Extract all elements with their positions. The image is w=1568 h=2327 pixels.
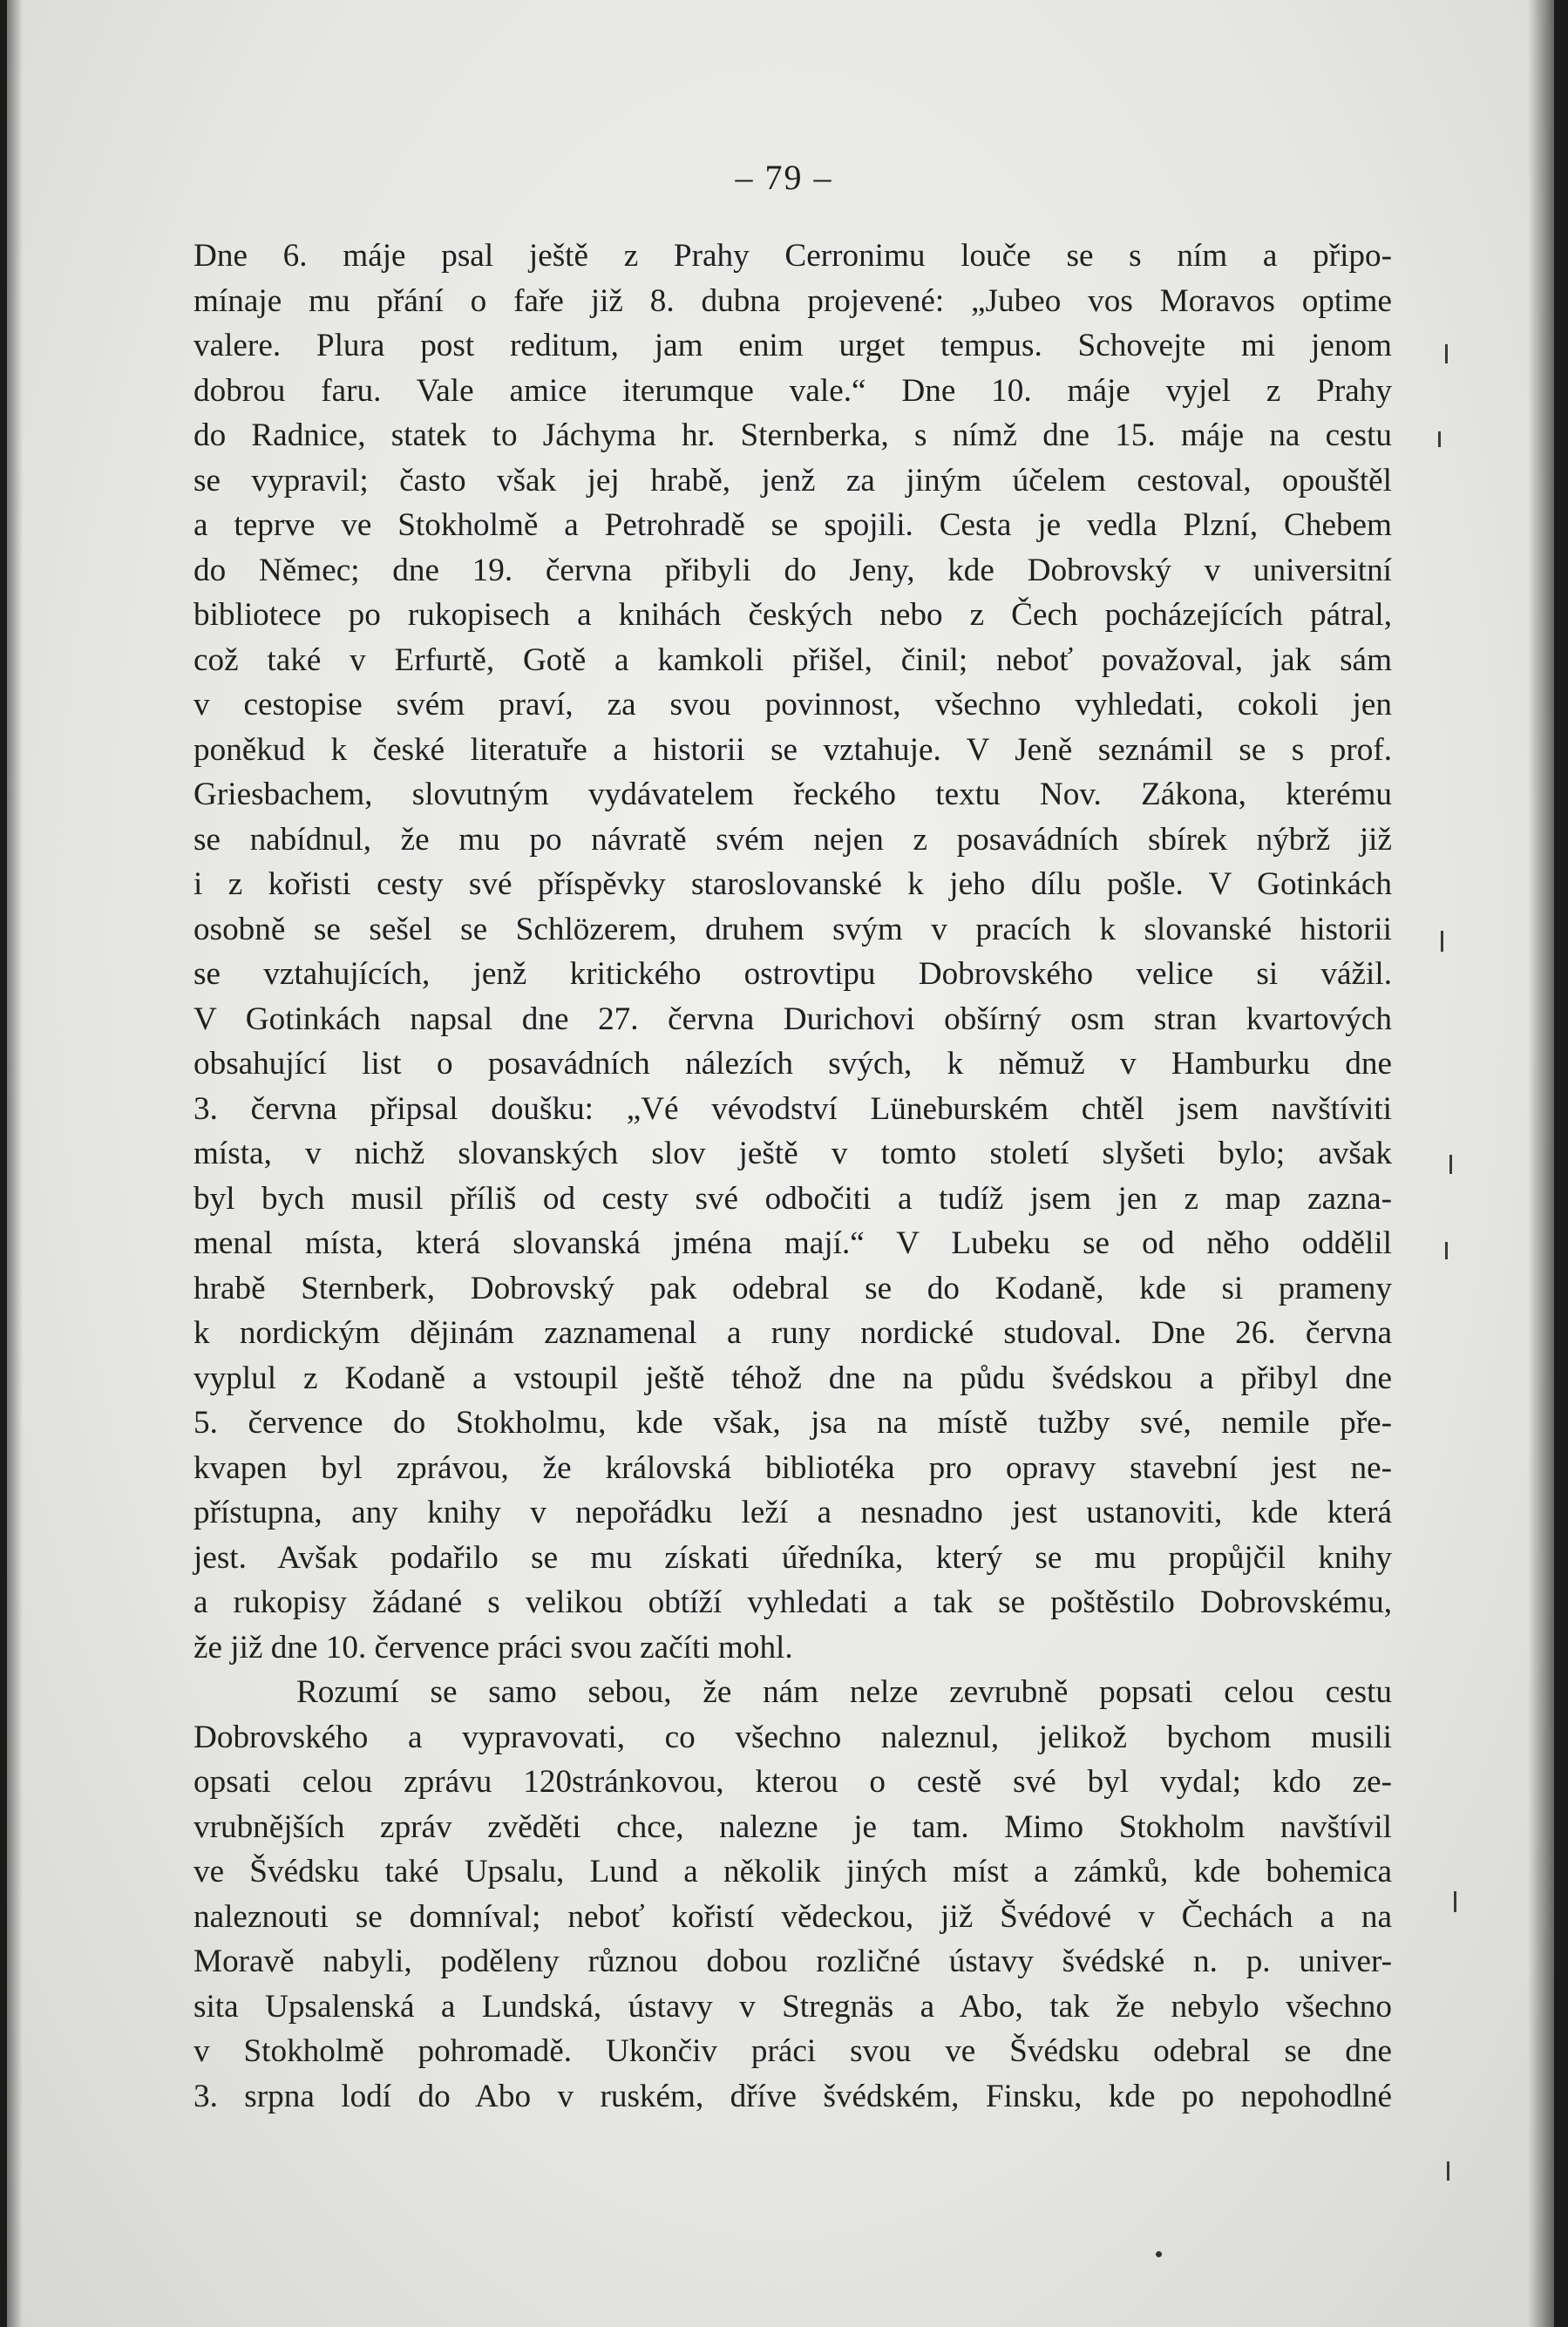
text-line: Griesbachem, slovutným vydávatelem řeckého textu Nov. Zákona, kterému [193,777,1392,812]
stray-dot [1156,2251,1162,2257]
body-text [193,234,1392,2119]
text-line: mínaje mu přání o faře již 8. dubna projevené: „Jubeo vos Moravos optime [193,282,1392,319]
text-line: a rukopisy žádané s velikou obtíží vyhledati a tak se poštěstilo Dobrovskému, [193,1584,1392,1620]
text-line: Dne 6. máje psal ještě z Prahy Cerronimu louče se s ním a připo- [193,238,1392,274]
margin-mark [1441,931,1443,952]
text-line: valere. Plura post reditum, jam enim urget tempus. Schovejte mi jenom [193,328,1392,363]
text-line: se vztahujících, jenž kritického ostrovtipu Dobrovského velice si vážil. [193,956,1392,992]
text-line: v Stokholmě pohromadě. Ukončiv práci svou ve Švédsku odebral se dne [193,2033,1392,2069]
text-line: 3. srpna lodí do Abo v ruském, dříve švédském, Finsku, kde po nepohodlné [193,2078,1392,2114]
text-line: že již dne 10. července práci svou začíti mohl. [193,1629,793,1666]
margin-mark [1445,344,1448,363]
text-line: V Gotinkách napsal dne 27. června Durichovi obšírný osm stran kvartových [193,1001,1392,1037]
text-line: k nordickým dějinám zaznamenal a runy nordické studoval. Dne 26. června [193,1315,1392,1351]
margin-mark [1438,431,1441,447]
text-line: kvapen byl zprávou, že královská bibliotéka pro opravy stavební jest ne- [193,1449,1392,1486]
text-line: osobně se sešel se Schlözerem, druhem svým v pracích k slovanské historii [193,911,1392,947]
text-line: do Němec; dne 19. června přibyli do Jeny, kde Dobrovský v universitní [193,552,1392,588]
text-line: se nabídnul, že mu po návratě svém nejen z posavádních sbírek nýbrž již [193,821,1392,858]
text-line: vyplul z Kodaně a vstoupil ještě téhož dne na půdu švédskou a přibyl dne [193,1360,1392,1396]
text-line: i z kořisti cesty své příspěvky staroslovanské k jeho dílu pošle. V Gotinkách [193,866,1392,902]
text-line: jest. Avšak podařilo se mu získati úředníka, který se mu propůjčil knihy [193,1539,1392,1576]
text-line: 3. června připsal doušku: „Vé vévodství Lüneburském chtěl jsem navštíviti [193,1090,1392,1127]
page-right-shadow [1528,0,1554,2327]
text-line: v cestopise svém praví, za svou povinnost, všechno vyhledati, cokoli jen [193,687,1392,723]
text-line: Rozumí se samo sebou, že nám nelze zevrubně popsati celou cestu [296,1674,1392,1710]
text-line: a teprve ve Stokholmě a Petrohradě se spojili. Cesta je vedla Plzní, Chebem [193,507,1392,543]
text-line: poněkud k české literatuře a historii se vztahuje. V Jeně seznámil se s prof. [193,731,1392,768]
text-line: bibliotece po rukopisech a knihách českých nebo z Čech pocházejících pátral, [193,597,1392,633]
margin-mark [1454,1891,1456,1912]
text-line: vrubnějších zpráv zvěděti chce, nalezne je tam. Mimo Stokholm navštívil [193,1808,1392,1845]
text-line: ve Švédsku také Upsalu, Lund a několik jiných míst a zámků, kde bohemica [193,1854,1392,1889]
page-left-shadow [7,0,23,2327]
text-line: byl bych musil příliš od cesty své odbočiti a tudíž jsem jen z map zazna- [193,1180,1392,1217]
text-line: Dobrovského a vypravovati, co všechno naleznul, jelikož bychom musili [193,1719,1392,1755]
text-line: menal místa, která slovanská jména mají.“ V Lubeku se od něho oddělil [193,1225,1392,1261]
paragraph [193,1670,1392,2119]
text-line: sita Upsalenská a Lundská, ústavy v Stregnäs a Abo, tak že nebylo všechno [193,1988,1392,2025]
text-line: obsahující list o posavádních nálezích svých, k němuž v Hamburku dne [193,1046,1392,1082]
paragraph [193,234,1392,1670]
text-line: opsati celou zprávu 120stránkovou, kterou o cestě své byl vydal; kdo ze- [193,1764,1392,1800]
text-line: přístupna, any knihy v nepořádku leží a nesnadno jest ustanoviti, kde která [193,1495,1392,1530]
text-line: se vypravil; často však jej hrabě, jenž za jiným účelem cestoval, opouštěl [193,462,1392,499]
margin-mark [1447,2161,1449,2181]
text-line: místa, v nichž slovanských slov ještě v tomto století slyšeti bylo; avšak [193,1136,1392,1171]
text-line: 5. července do Stokholmu, kde však, jsa na místě tužby své, nemile pře- [193,1405,1392,1441]
text-line: hrabě Sternberk, Dobrovský pak odebral se do Kodaně, kde si prameny [193,1270,1392,1306]
text-line: naleznouti se domníval; neboť kořistí vědeckou, již Švédové v Čechách a na [193,1898,1392,1935]
margin-mark [1445,1242,1448,1259]
text-line: dobrou faru. Vale amice iterumque vale.“ Dne 10. máje vyjel z Prahy [193,372,1392,409]
text-line: což také v Erfurtě, Gotě a kamkoli přišel, činil; neboť považoval, jak sám [193,641,1392,678]
page-number: – 79 – [735,158,833,197]
margin-mark [1449,1155,1452,1174]
text-line: do Radnice, statek to Jáchyma hr. Sternberka, s nímž dne 15. máje na cestu [193,417,1392,453]
text-line: Moravě nabyli, poděleny různou dobou rozličné ústavy švédské n. p. univer- [193,1944,1392,1979]
